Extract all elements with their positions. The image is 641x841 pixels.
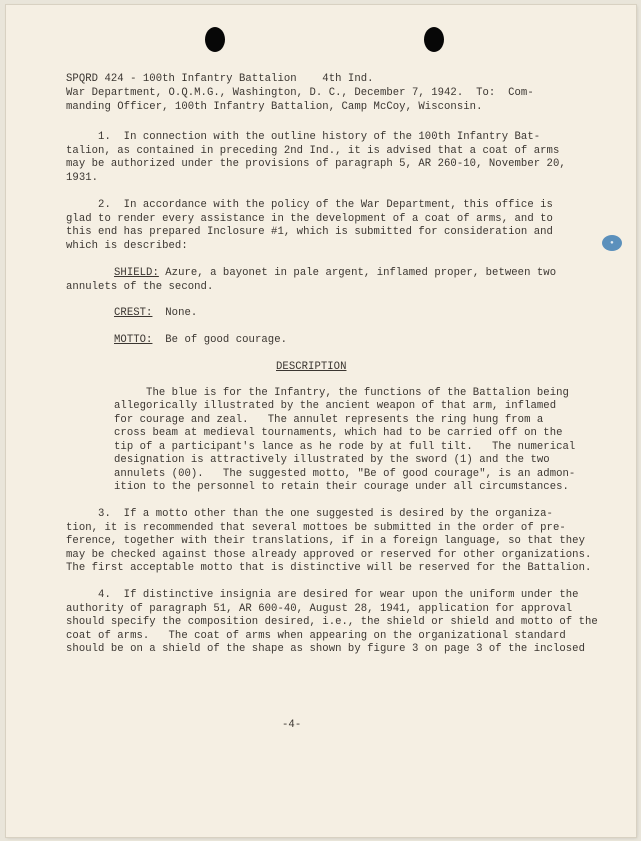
- page-number: -4-: [282, 719, 302, 731]
- para4-line-3: should specify the composition desired, i.e., the shield or shield and motto of the: [66, 616, 598, 628]
- crest-text: None.: [152, 307, 198, 319]
- crest-label: CREST:: [114, 307, 153, 319]
- shield-label: SHIELD:: [114, 267, 159, 279]
- para4-line-5: should be on a shield of the shape as shown by figure 3 on page 3 of the inclosed: [66, 643, 585, 655]
- description-line-8: ition to the personnel to retain their courage under all circumstances.: [114, 481, 569, 493]
- para2-line-3: this end has prepared Inclosure #1, which is submitted for consideration and: [66, 226, 553, 238]
- header-line-1: SPQRD 424 - 100th Infantry Battalion 4th Ind.: [66, 73, 374, 85]
- para3-line-2: tion, it is recommended that several mottoes be submitted in the order of pre-: [66, 522, 566, 534]
- description-line-4: cross beam at medieval tournaments, which had to be carried off on the: [114, 427, 563, 439]
- shield-line-1: [114, 267, 556, 280]
- description-line-2: allegorically illustrated by the ancient weapon of that arm, inflamed: [114, 400, 557, 412]
- shield-line-2: annulets of the second.: [66, 281, 214, 293]
- punch-hole-left: [205, 27, 225, 52]
- punch-hole-right: [424, 27, 444, 52]
- para4-line-2: authority of paragraph 51, AR 600-40, August 28, 1941, application for approval: [66, 603, 573, 615]
- blue-stamp-mark: ●: [602, 235, 622, 251]
- header-line-2: War Department, O.Q.M.G., Washington, D. C., December 7, 1942. To: Com-: [66, 87, 534, 99]
- description-line-6: designation is attractively illustrated by the sword (1) and the two: [114, 454, 550, 466]
- para3-line-3: ference, together with their translations, if in a foreign language, so that they: [66, 535, 585, 547]
- para1-line-4: 1931.: [66, 172, 99, 184]
- para3-line-4: may be checked against those already approved or reserved for other organizations.: [66, 549, 592, 561]
- motto-text: Be of good courage.: [152, 334, 288, 346]
- description-heading: DESCRIPTION: [276, 361, 347, 373]
- para1-line-2: talion, as contained in preceding 2nd Ind., it is advised that a coat of arms: [66, 145, 560, 157]
- motto-label: MOTTO:: [114, 334, 153, 346]
- motto-line: [114, 334, 287, 347]
- para1-line-3: may be authorized under the provisions of paragraph 5, AR 260-10, November 20,: [66, 158, 566, 170]
- para4-line-1: 4. If distinctive insignia are desired for wear upon the uniform under the: [66, 589, 579, 601]
- para4-line-4: coat of arms. The coat of arms when appearing on the organizational standard: [66, 630, 566, 642]
- para1-line-1: 1. In connection with the outline history of the 100th Infantry Bat-: [66, 131, 541, 143]
- description-line-3: for courage and zeal. The annulet represents the ring hung from a: [114, 414, 544, 426]
- document-page: [6, 5, 636, 837]
- para3-line-1: 3. If a motto other than the one suggested is desired by the organiza-: [66, 508, 553, 520]
- para3-line-5: The first acceptable motto that is distinctive will be reserved for the Battalion.: [66, 562, 592, 574]
- crest-line: [114, 307, 197, 320]
- para2-line-1: 2. In accordance with the policy of the War Department, this office is: [66, 199, 553, 211]
- header-line-3: manding Officer, 100th Infantry Battalion, Camp McCoy, Wisconsin.: [66, 101, 483, 113]
- description-line-5: tip of a participant's lance as he rode by at full tilt. The numerical: [114, 441, 576, 453]
- para2-line-4: which is described:: [66, 240, 188, 252]
- description-line-7: annulets (00). The suggested motto, "Be of good courage", is an admon-: [114, 468, 576, 480]
- shield-text: Azure, a bayonet in pale argent, inflamed proper, between two: [158, 267, 557, 279]
- para2-line-2: glad to render every assistance in the development of a coat of arms, and to: [66, 213, 553, 225]
- description-line-1: The blue is for the Infantry, the functions of the Battalion being: [114, 387, 569, 399]
